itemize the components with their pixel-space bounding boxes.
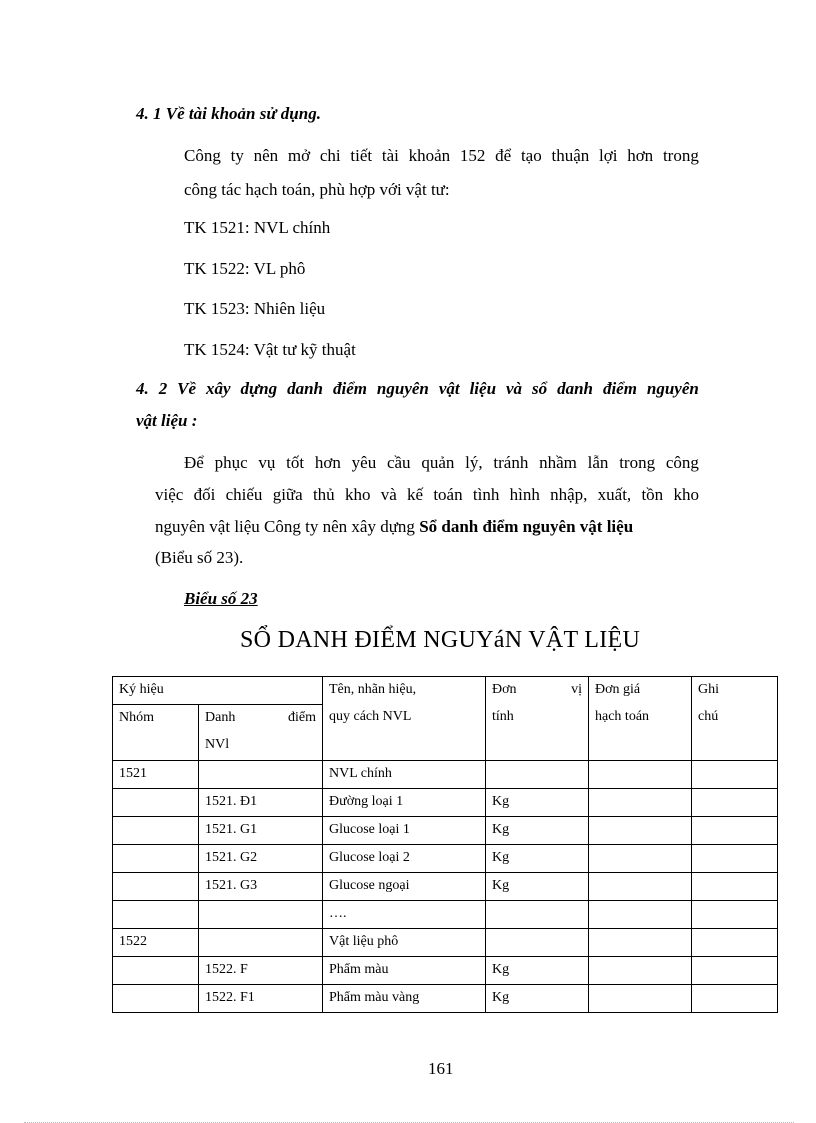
word: tình (472, 485, 500, 504)
header-don-gia-line-1: Đơn giá (595, 682, 641, 697)
section-4-1-paragraph-line-1 (184, 146, 699, 166)
header-don-vi-line-1 (492, 680, 582, 700)
cell-danh-diem: 1521. G2 (199, 845, 323, 873)
cell-ten-nvl: Vật liệu phô (323, 929, 486, 957)
word: sổ (531, 379, 548, 398)
table-header-row (113, 677, 778, 705)
section-4-2-paragraph-line-3 (155, 517, 633, 537)
cell-don-vi-tinh: Kg (486, 845, 589, 873)
cell-don-gia (589, 789, 692, 817)
word: nên (253, 146, 279, 165)
word: thuận (551, 146, 590, 165)
cell-ghi-chu (692, 929, 778, 957)
cell-nhom (113, 817, 199, 845)
word: nhập, (550, 485, 588, 504)
word: chi (319, 146, 341, 165)
cell-ghi-chu (692, 901, 778, 929)
cell-don-vi-tinh (486, 901, 589, 929)
cell-danh-diem: 1522. F (199, 957, 323, 985)
header-ten-line-1: Tên, nhãn hiệu, (329, 682, 417, 697)
header-ky-hieu: Ký hiệu (113, 677, 323, 705)
ledger-name-bold: Sổ danh điểm nguyên vật liệu (419, 517, 634, 536)
word: điểm (332, 379, 367, 398)
header-ghi-chu (692, 677, 778, 761)
cell-ghi-chu (692, 845, 778, 873)
header-ghi-chu-line-2: chú (698, 709, 719, 724)
word: lẫn (587, 453, 609, 472)
account-item: TK 1524: Vật tư kỹ thuật (184, 340, 356, 359)
section-4-2-paragraph-line-4: (Biểu số 23). (155, 548, 244, 567)
table-caption: Biểu số 23 (184, 589, 258, 608)
cell-don-vi-tinh: Kg (486, 957, 589, 985)
cell-nhom (113, 985, 199, 1013)
word: lý, (465, 453, 483, 472)
cell-ten-nvl: Glucose loại 2 (323, 845, 486, 873)
word: cầu (386, 453, 411, 472)
header-don-vi-tinh (486, 677, 589, 761)
word: vật (438, 379, 460, 398)
cell-don-gia (589, 957, 692, 985)
word: xây (206, 379, 231, 398)
word: vụ (258, 453, 276, 472)
word: tạo (520, 146, 542, 165)
cell-don-vi-tinh: Kg (486, 873, 589, 901)
cell-don-vi-tinh: Kg (486, 985, 589, 1013)
section-4-1-paragraph-line-2: công tác hạch toán, phù hợp với vật tư: (184, 180, 450, 199)
cell-ghi-chu (692, 985, 778, 1013)
cell-nhom: 1522 (113, 929, 199, 957)
cell-danh-diem (199, 761, 323, 789)
cell-ten-nvl: NVL chính (323, 761, 486, 789)
word: liệu (469, 379, 497, 398)
cell-nhom (113, 957, 199, 985)
cell-ghi-chu (692, 957, 778, 985)
header-danh-diem (199, 705, 323, 761)
cell-ghi-chu (692, 873, 778, 901)
word: để (495, 146, 512, 165)
cell-don-gia (589, 873, 692, 901)
cell-ten-nvl: Phẩm màu (323, 957, 486, 985)
page-number: 161 (428, 1059, 454, 1078)
table-row (113, 761, 778, 789)
header-don-vi-word-2: vị (571, 682, 582, 697)
header-don-vi-word-1: Đơn (492, 682, 517, 697)
word: nguyên (376, 379, 429, 398)
account-item: TK 1521: NVL chính (184, 218, 331, 237)
table-row (113, 873, 778, 901)
cell-don-vi-tinh: Kg (486, 817, 589, 845)
cell-danh-diem (199, 901, 323, 929)
cell-danh-diem: 1522. F1 (199, 985, 323, 1013)
word: Để (184, 453, 204, 472)
header-don-gia (589, 677, 692, 761)
cell-ghi-chu (692, 761, 778, 789)
header-ten-line-2: quy cách NVL (329, 709, 412, 724)
header-ten-nvl (323, 677, 486, 761)
cell-ten-nvl: Phẩm màu vàng (323, 985, 486, 1013)
cell-nhom (113, 845, 199, 873)
word: Về (177, 379, 197, 398)
word: xuất, (597, 485, 632, 504)
section-4-2-paragraph-line-2 (155, 485, 699, 505)
word: tài (381, 146, 399, 165)
header-danh-diem-word-2: điểm (288, 710, 316, 725)
cell-nhom (113, 901, 199, 929)
word: quản (421, 453, 455, 472)
cell-nhom (113, 873, 199, 901)
word: nhầm (539, 453, 577, 472)
header-don-gia-line-2: hạch toán (595, 709, 650, 724)
cell-ten-nvl: Glucose ngoại (323, 873, 486, 901)
account-item: TK 1523: Nhiên liệu (184, 299, 326, 318)
cell-ten-nvl: Đường loại 1 (323, 789, 486, 817)
header-ghi-chu-line-1: Ghi (698, 682, 719, 697)
section-heading-4-1: 4. 1 Về tài khoản sử dụng. (136, 104, 321, 123)
word: lợi (599, 146, 618, 165)
table-row (113, 929, 778, 957)
word: điểm (602, 379, 637, 398)
word: thủ (312, 485, 335, 504)
word: đối (193, 485, 216, 504)
word: dựng (240, 379, 278, 398)
word: trong (619, 453, 656, 472)
word: hình (509, 485, 540, 504)
cell-don-gia (589, 845, 692, 873)
cell-danh-diem: 1521. G1 (199, 817, 323, 845)
word: khoản (408, 146, 451, 165)
header-danh-diem-line-1 (205, 708, 316, 728)
paragraph-text: nguyên vật liệu Công ty nên xây dựng (155, 517, 420, 536)
word: tiết (350, 146, 373, 165)
word: kế (407, 485, 424, 504)
word: trong (662, 146, 699, 165)
word: ty (230, 146, 244, 165)
cell-ghi-chu (692, 817, 778, 845)
section-4-2-paragraph-line-1 (184, 453, 699, 473)
word: tránh (493, 453, 529, 472)
header-don-vi-line-2: tính (492, 709, 514, 724)
cell-don-gia (589, 985, 692, 1013)
word: tốt (286, 453, 305, 472)
word: toán (433, 485, 463, 504)
cell-don-vi-tinh (486, 761, 589, 789)
table-row (113, 957, 778, 985)
word: yêu (351, 453, 377, 472)
word: Công (184, 146, 221, 165)
word: phục (214, 453, 248, 472)
cell-nhom (113, 789, 199, 817)
cell-don-vi-tinh: Kg (486, 789, 589, 817)
word: và (505, 379, 523, 398)
word: tồn (641, 485, 664, 504)
cell-ghi-chu (692, 789, 778, 817)
word: kho (673, 485, 699, 504)
word: danh (557, 379, 593, 398)
word: 2 (158, 379, 168, 398)
cell-danh-diem: 1521. G3 (199, 873, 323, 901)
word: danh (287, 379, 324, 398)
word: công (665, 453, 699, 472)
account-item: TK 1522: VL phô (184, 259, 306, 278)
cell-don-gia (589, 761, 692, 789)
word: hơn (314, 453, 341, 472)
word: hơn (627, 146, 654, 165)
cell-don-vi-tinh (486, 929, 589, 957)
cell-ten-nvl: Glucose loại 1 (323, 817, 486, 845)
word: việc (155, 485, 184, 504)
word: giữa (272, 485, 303, 504)
header-danh-diem-word-1: Danh (205, 710, 236, 725)
word: mở (287, 146, 311, 165)
section-heading-4-2-line-1 (136, 379, 699, 399)
word: nguyên (646, 379, 699, 398)
word: 4. (136, 379, 149, 398)
cell-don-gia (589, 817, 692, 845)
header-danh-diem-line-2: NVl (205, 737, 230, 752)
section-heading-4-2-line-2: vật liệu : (136, 411, 198, 430)
material-ledger-table (112, 676, 778, 1013)
word: chiếu (225, 485, 263, 504)
cell-don-gia (589, 901, 692, 929)
table-row (113, 901, 778, 929)
word: và (380, 485, 397, 504)
table-row (113, 845, 778, 873)
cell-danh-diem: 1521. Đ1 (199, 789, 323, 817)
table-row (113, 789, 778, 817)
table-row (113, 817, 778, 845)
cell-ten-nvl: …. (323, 901, 486, 929)
cell-don-gia (589, 929, 692, 957)
cell-nhom: 1521 (113, 761, 199, 789)
word: kho (344, 485, 371, 504)
cell-danh-diem (199, 929, 323, 957)
word: 152 (459, 146, 486, 165)
table-row (113, 985, 778, 1013)
table-title: SỔ DANH ĐIỂM NGUYáN VẬT LIỆU (240, 627, 641, 653)
header-nhom: Nhóm (113, 705, 199, 761)
